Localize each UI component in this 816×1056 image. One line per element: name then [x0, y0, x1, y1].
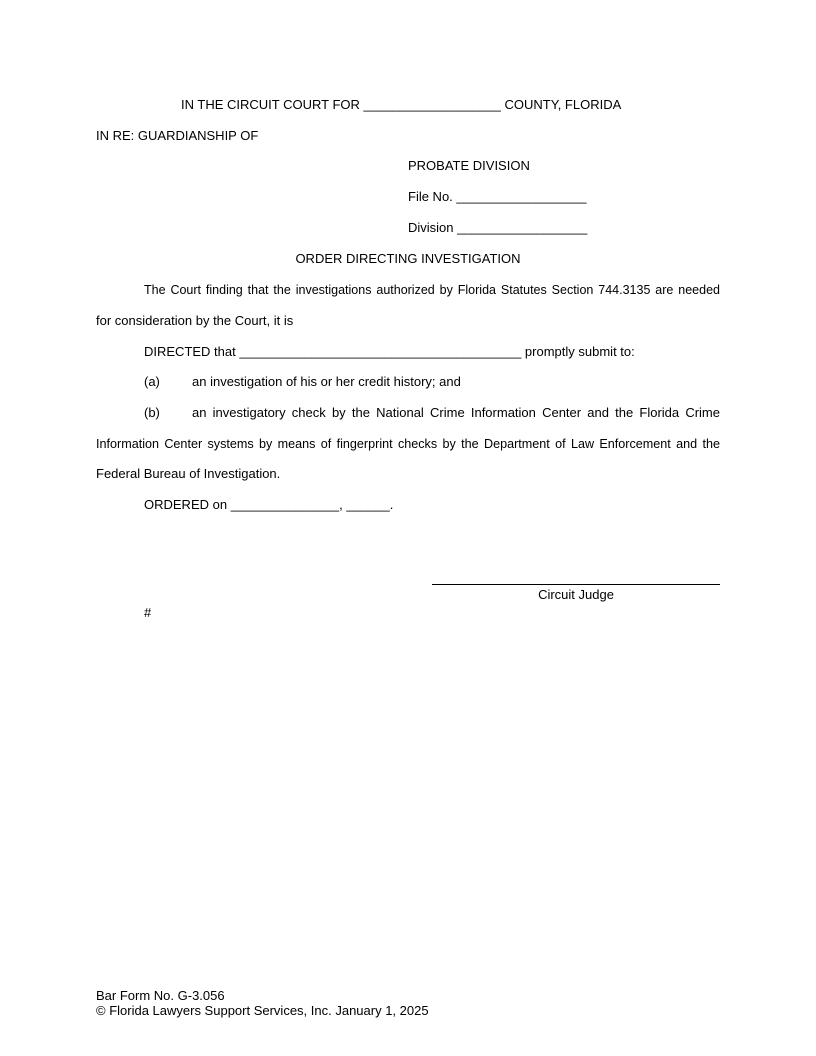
footer — [96, 988, 429, 1018]
signature-label: Circuit Judge — [538, 587, 614, 602]
directed-clause: DIRECTED that _______________________________________ promptly submit to: — [144, 344, 635, 359]
item-a-label: (a) — [144, 374, 160, 389]
copyright-notice: © Florida Lawyers Support Services, Inc. January 1, 2025 — [96, 1003, 429, 1018]
file-number: File No. __________________ — [408, 189, 587, 204]
end-mark: # — [144, 605, 152, 620]
signature-line — [432, 584, 720, 585]
form-number: Bar Form No. G-3.056 — [96, 988, 225, 1003]
item-b-label: (b) — [144, 405, 160, 420]
finding-paragraph-line1: The Court finding that the investigations authorized by Florida Statutes Section 744.3135 are needed — [144, 283, 720, 297]
division-field: Division __________________ — [408, 220, 588, 235]
finding-paragraph-line2: for consideration by the Court, it is — [96, 313, 294, 328]
item-b-line1: an investigatory check by the National Crime Information Center and the Florida Crime — [192, 405, 720, 420]
in-re-caption: IN RE: GUARDIANSHIP OF — [96, 128, 259, 143]
item-b-line3: Federal Bureau of Investigation. — [96, 466, 281, 481]
court-heading: IN THE CIRCUIT COURT FOR ___________________ COUNTY, FLORIDA — [181, 97, 622, 112]
document-title: ORDER DIRECTING INVESTIGATION — [295, 251, 521, 266]
item-b-line2: Information Center systems by means of fingerprint checks by the Department of Law Enforcement and the — [96, 437, 720, 451]
ordered-date: ORDERED on _______________, ______. — [144, 497, 394, 512]
probate-division: PROBATE DIVISION — [408, 158, 530, 173]
item-a-text: an investigation of his or her credit history; and — [192, 374, 461, 389]
